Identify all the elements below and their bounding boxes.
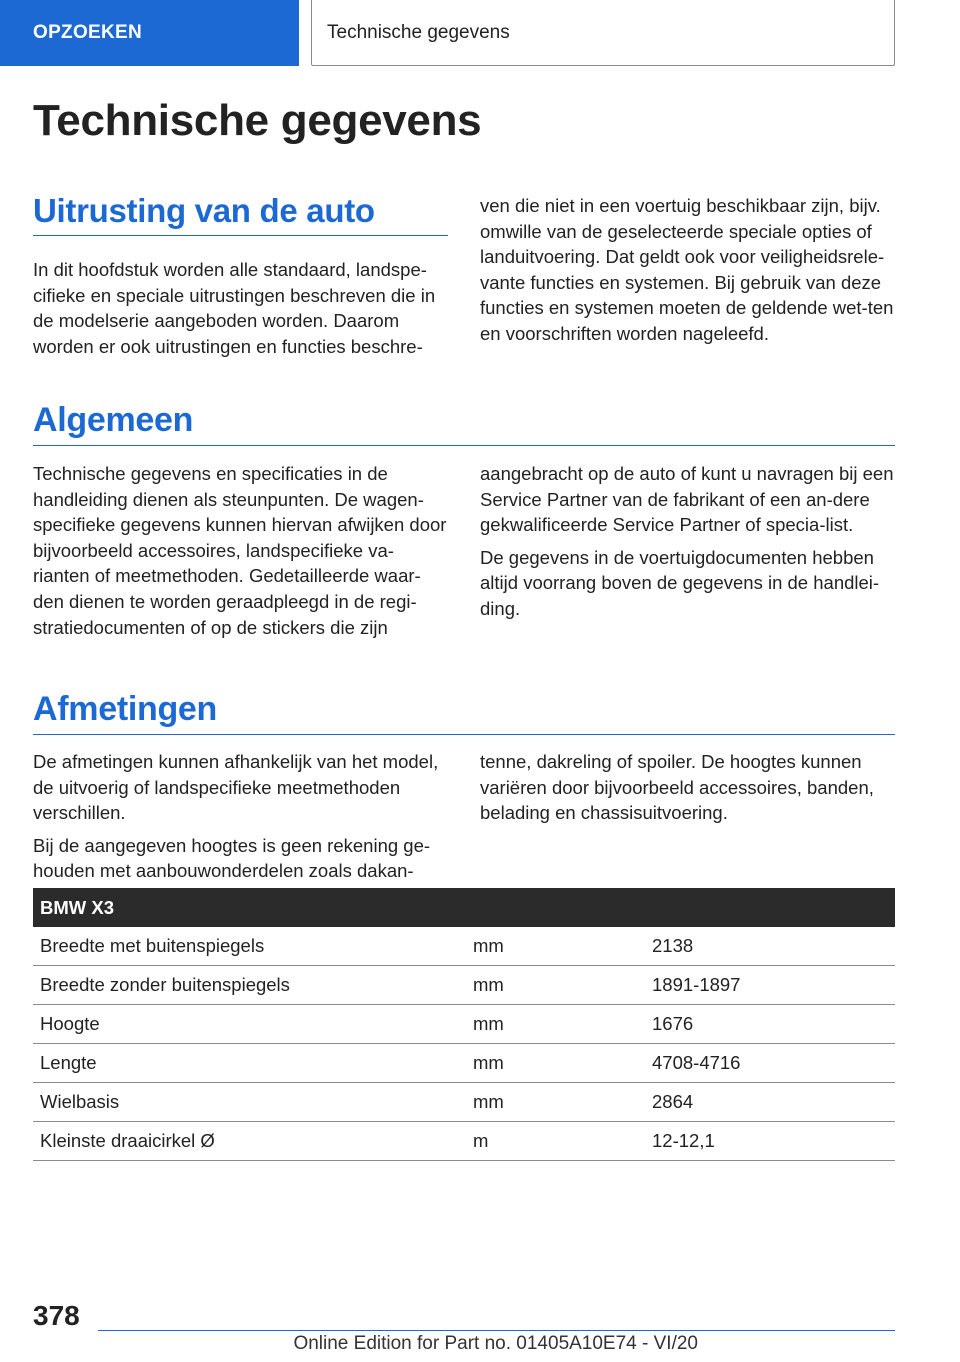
row-value: 1891-1897 <box>645 966 895 1005</box>
row-value: 12-12,1 <box>645 1122 895 1161</box>
section-heading-algemeen: Algemeen <box>33 401 194 439</box>
page-title: Technische gegevens <box>33 96 482 145</box>
algemeen-right-column <box>480 461 895 629</box>
row-label: Kleinste draaicirkel Ø <box>33 1122 466 1161</box>
afmetingen-paragraph-left-1: De afmetingen kunnen afhankelijk van het model, de uitvoerig of landspecifieke meetmethoden verschillen. <box>33 751 439 824</box>
table-row <box>33 1083 895 1122</box>
row-value: 1676 <box>645 1005 895 1044</box>
table-row <box>33 966 895 1005</box>
row-value: 2138 <box>645 927 895 966</box>
edition-text: Online Edition for Part no. 01405A10E74 - VI/20 <box>293 1333 698 1354</box>
table-header-model: BMW X3 <box>33 888 895 927</box>
section-rule-afmetingen <box>33 734 895 735</box>
row-label: Breedte zonder buitenspiegels <box>33 966 466 1005</box>
uitrusting-left-column <box>33 257 448 366</box>
row-unit: m <box>466 1122 645 1161</box>
algemeen-paragraph-right-2: De gegevens in de voertuigdocumenten hebben altijd voorrang boven de gegevens in de handlei-ding. <box>480 546 880 619</box>
row-label: Breedte met buitenspiegels <box>33 927 466 966</box>
uitrusting-paragraph-right: ven die niet in een voertuig beschikbaar zijn, bijv. omwille van de geselecteerde speciale opties of landuitvoering. Dat geldt ook voor veiligheidsrele-vante functies en systemen. Bij gebruik van deze functies en systemen moeten de geldende wet-ten en voorschriften worden nageleefd. <box>480 195 894 344</box>
algemeen-left-column <box>33 461 448 647</box>
tab-opzoeken[interactable]: OPZOEKEN <box>0 0 299 66</box>
footer-rule <box>98 1330 895 1331</box>
dimensions-table <box>33 888 895 1161</box>
uitrusting-right-column <box>480 193 895 354</box>
row-unit: mm <box>466 927 645 966</box>
afmetingen-right-column <box>480 749 895 833</box>
table-row <box>33 1122 895 1161</box>
row-label: Hoogte <box>33 1005 466 1044</box>
uitrusting-paragraph-left: In dit hoofdstuk worden alle standaard, landspe-cifieke en speciale uitrustingen beschreven die in de modelserie aangeboden worden. Daarom worden er ook uitrustingen en functies beschre- <box>33 259 436 357</box>
algemeen-paragraph-left: Technische gegevens en specificaties in de handleiding dienen als steunpunten. De wagen-specifieke gegevens kunnen hiervan afwijken door bijvoorbeeld accessoires, landspecifieke va-rianten of meetmethoden. Gedetailleerde waar-den dienen te worden geraadpleegd in de regi-stratiedocumenten of op de stickers die zijn <box>33 463 447 638</box>
section-heading-uitrusting: Uitrusting van de auto <box>33 192 375 229</box>
section-rule-algemeen <box>33 445 895 446</box>
afmetingen-left-column <box>33 749 448 891</box>
row-unit: mm <box>466 1005 645 1044</box>
table-row <box>33 927 895 966</box>
table-header-row <box>33 888 895 927</box>
row-value: 4708-4716 <box>645 1044 895 1083</box>
afmetingen-paragraph-right: tenne, dakreling of spoiler. De hoogtes kunnen variëren door bijvoorbeeld accessoires, banden, belading en chassisuitvoering. <box>480 751 874 824</box>
section-rule-uitrusting <box>33 235 448 236</box>
page-number: 378 <box>33 1300 80 1331</box>
row-unit: mm <box>466 1083 645 1122</box>
table-row <box>33 1044 895 1083</box>
row-label: Wielbasis <box>33 1083 466 1122</box>
row-unit: mm <box>466 966 645 1005</box>
afmetingen-paragraph-left-2: Bij de aangegeven hoogtes is geen rekening ge-houden met aanbouwonderdelen zoals dakan- <box>33 834 431 882</box>
algemeen-paragraph-right-1: aangebracht op de auto of kunt u navragen bij een Service Partner van de fabrikant of een an-dere gekwalificeerde Service Partner of specia-list. <box>480 463 894 536</box>
row-unit: mm <box>466 1044 645 1083</box>
tab-technische-gegevens[interactable]: Technische gegevens <box>311 0 895 66</box>
row-value: 2864 <box>645 1083 895 1122</box>
section-heading-afmetingen: Afmetingen <box>33 690 218 728</box>
table-row <box>33 1005 895 1044</box>
row-label: Lengte <box>33 1044 466 1083</box>
